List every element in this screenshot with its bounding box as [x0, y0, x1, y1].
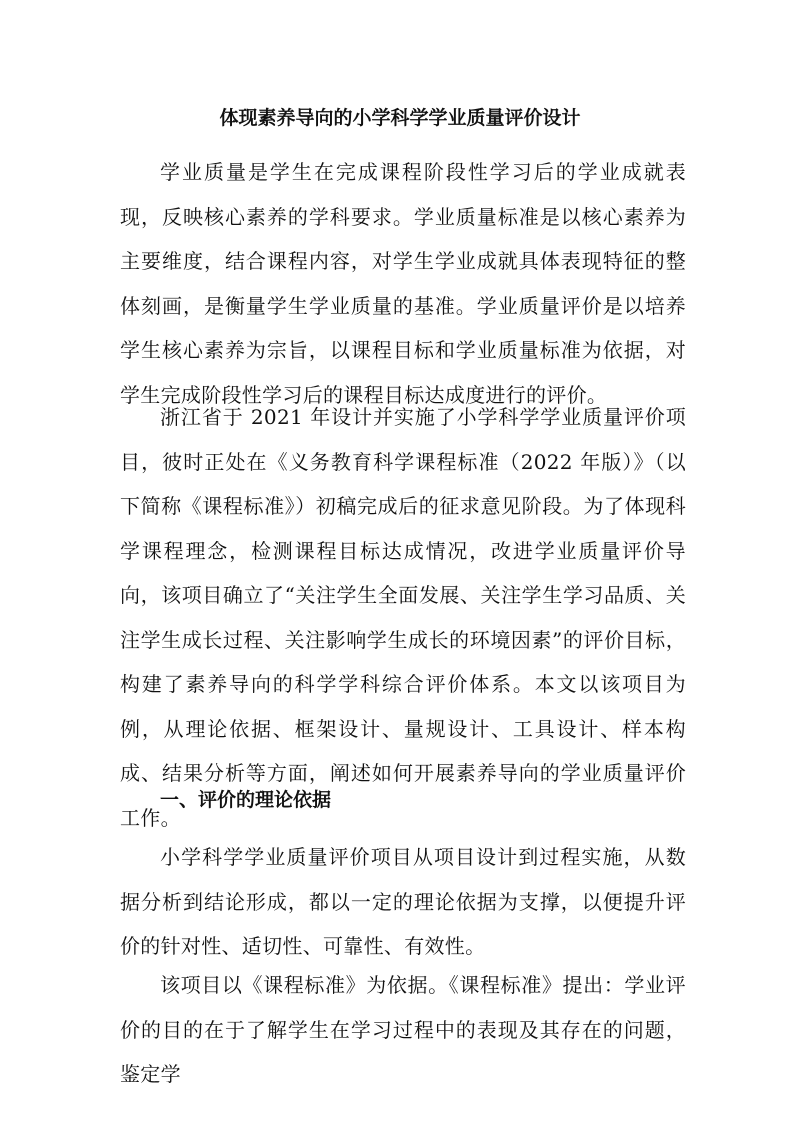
intro-paragraph-quality-definition: 学业质量是学生在完成课程阶段性学习后的学业成就表现，反映核心素养的学科要求。学业质量标准是以核心素养为主要维度，结合课程内容，对学生学业成就具体表现特征的整体刻画，是衡量学生学业质量的基准。学业质量评价是以培养学生核心素养为宗旨，以课程目标和学业质量标准为依据，对学生完成阶段性学习后的课程目标达成度进行的评价。: [120, 160, 686, 407]
section-heading-theory-basis: 一、评价的理论依据: [160, 789, 332, 811]
section-paragraph-curriculum-standard: 该项目以《课程标准》为依据。《课程标准》提出：学业评价的目的在于了解学生在学习过程中的表现及其存在的问题，鉴定学: [120, 973, 686, 1086]
intro-paragraph-zhejiang-project: 浙江省于 2021 年设计并实施了小学科学学业质量评价项目，彼时正处在《义务教育科学课程标准（2022 年版）》（以下简称《课程标准》）初稿完成后的征求意见阶段。为了体现科学课程理念，检测课程目标达成情况，改进学业质量评价导向，该项目确立了“关注学生全面发展、关注学生学习品质、关注学生成长过程、关注影响学生成长的环境因素”的评价目标，构建了素养导向的科学学科综合评价体系。本文以该项目为例，从理论依据、框架设计、量规设计、工具设计、样本构成、结果分析等方面，阐述如何开展素养导向的学业质量评价工作。: [120, 405, 686, 830]
document-title: 体现素养导向的小学科学学业质量评价设计: [219, 107, 581, 129]
section-paragraph-theory-support: 小学科学学业质量评价项目从项目设计到过程实施，从数据分析到结论形成，都以一定的理论依据为支撑，以便提升评价的针对性、适切性、可靠性、有效性。: [120, 845, 686, 958]
